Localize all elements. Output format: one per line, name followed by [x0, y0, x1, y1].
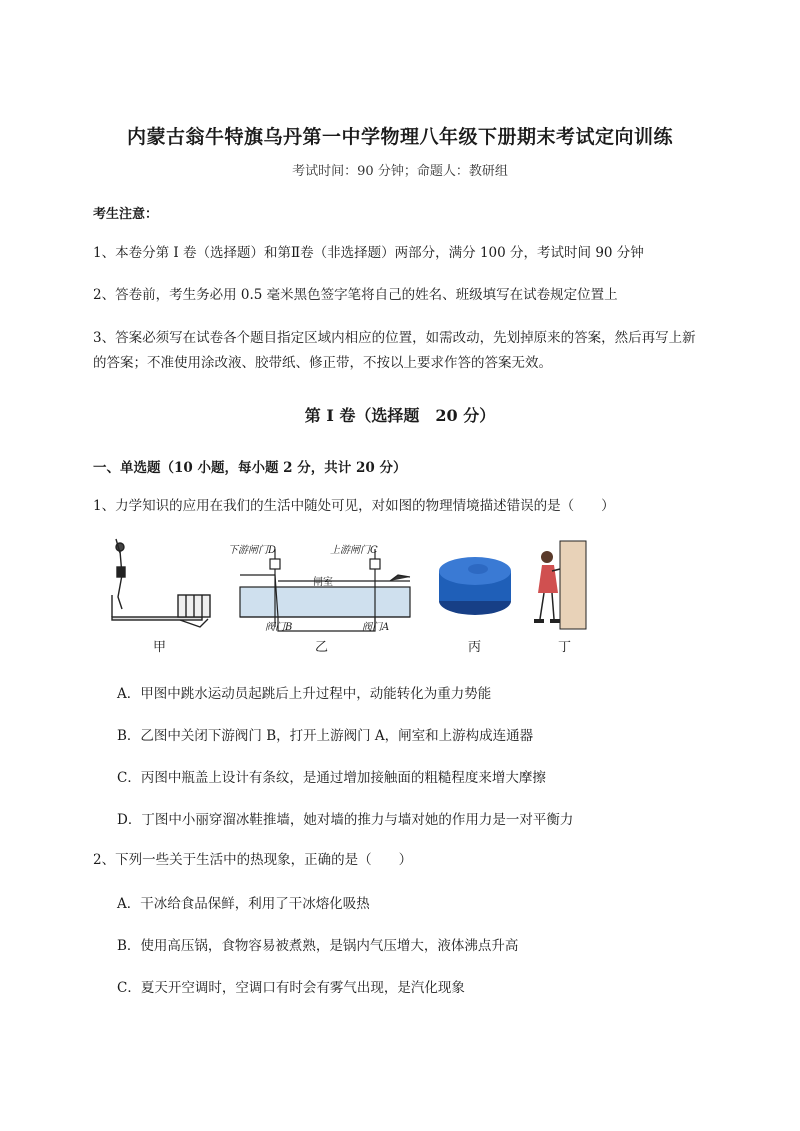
question-2-option-c[interactable]: C．夏天开空调时，空调口有时会有雾气出现，是汽化现象	[117, 980, 465, 996]
exam-meta: 考试时间：90 分钟；命题人：教研组	[292, 164, 508, 179]
girl-pushing-wall-figure	[534, 541, 586, 629]
question-1-option-a[interactable]: A．甲图中跳水运动员起跳后上升过程中，动能转化为重力势能	[117, 686, 492, 702]
question-2-option-a[interactable]: A．干冰给食品保鲜，利用了干冰熔化吸热	[117, 896, 370, 912]
notice-heading: 考生注意：	[93, 207, 159, 222]
label-upstream-gate: 上游闸门C	[330, 545, 378, 556]
notice-item-3-cont: 的答案；不准使用涂改液、胶带纸、修正带，不按以上要求作答的答案无效。	[93, 355, 552, 371]
question-1-option-c[interactable]: C．丙图中瓶盖上设计有条纹，是通过增加接触面的粗糙程度来增大摩擦	[117, 770, 546, 786]
page-title: 内蒙古翁牛特旗乌丹第一中学物理八年级下册期末考试定向训练	[126, 126, 673, 148]
question-2-option-b[interactable]: B．使用高压锅，食物容易被煮熟，是锅内气压增大，液体沸点升高	[117, 938, 519, 954]
notice-item-2: 2、答卷前，考生务必用 0.5 毫米黑色签字笔将自己的姓名、班级填写在试卷规定位置上	[93, 287, 618, 303]
caption-ding: 丁	[558, 640, 572, 655]
notice-item-3: 3、答案必须写在试卷各个题目指定区域内相应的位置，如需改动，先划掉原来的答案，然后再写上新	[93, 330, 696, 346]
question-1-option-b[interactable]: B．乙图中关闭下游阀门 B，打开上游阀门 A，闸室和上游构成连通器	[117, 728, 534, 744]
diver-figure	[112, 539, 210, 627]
notice-item-1: 1、本卷分第 I 卷（选择题）和第Ⅱ卷（非选择题）两部分，满分 100 分，考试时间 90 分钟	[93, 245, 644, 261]
section-title: 第 I 卷（选择题 20 分）	[304, 406, 496, 425]
question-2-stem: 2、下列一些关于生活中的热现象，正确的是（ ）	[93, 852, 413, 868]
question-1-figure	[100, 535, 700, 660]
caption-yi: 乙	[315, 640, 329, 655]
bottle-cap-figure	[439, 557, 511, 615]
caption-bing: 丙	[468, 640, 482, 655]
label-lock-chamber: 闸室	[313, 577, 333, 588]
part-heading: 一、单选题（10 小题，每小题 2 分，共计 20 分）	[93, 460, 407, 476]
label-valve-b: 阀门B	[265, 622, 293, 633]
figure-drawings	[100, 535, 700, 635]
caption-jia: 甲	[153, 640, 167, 655]
label-valve-a: 阀门A	[362, 622, 390, 633]
question-1-option-d[interactable]: D．丁图中小丽穿溜冰鞋推墙，她对墙的推力与墙对她的作用力是一对平衡力	[117, 812, 574, 828]
question-1-stem: 1、力学知识的应用在我们的生活中随处可见，对如图的物理情境描述错误的是（ ）	[93, 498, 615, 514]
label-downstream-gate: 下游闸门D	[228, 545, 277, 556]
